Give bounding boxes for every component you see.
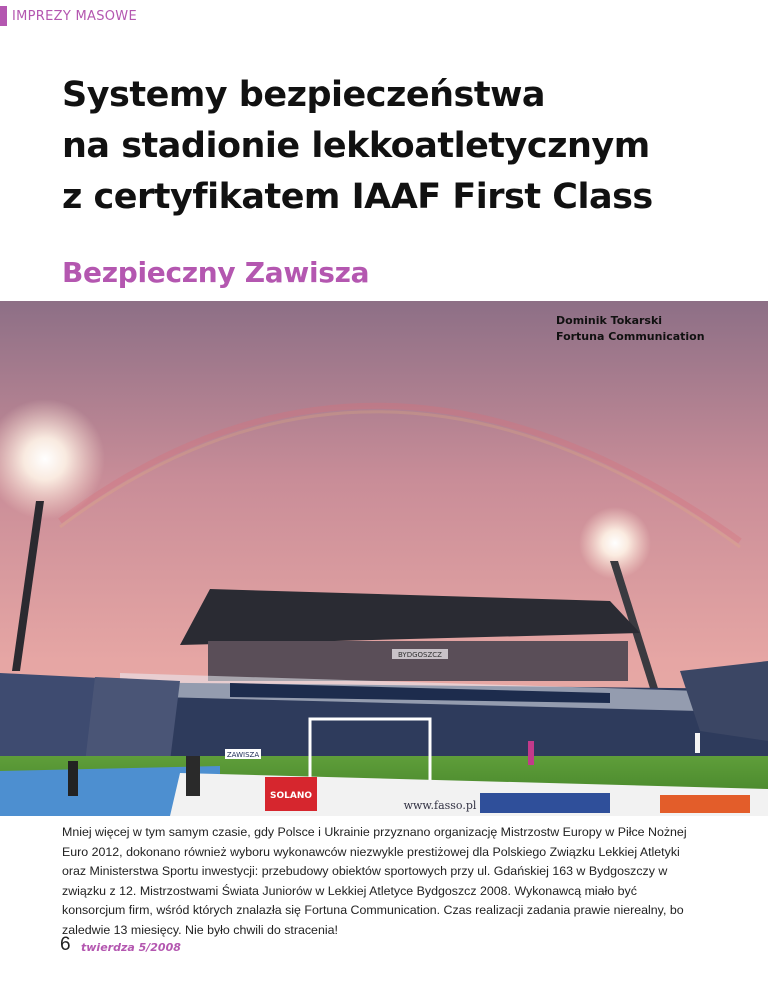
title-line: z certyfikatem IAAF First Class (62, 177, 653, 217)
author-company: Fortuna Communication (556, 330, 705, 343)
page-number: 6 (60, 934, 71, 955)
article-title (62, 70, 653, 223)
title-line: na stadionie lekkoatletycznym (62, 126, 650, 166)
section-label: IMPREZY MASOWE (12, 9, 137, 24)
section-color-bar (0, 6, 7, 26)
lead-paragraph: Mniej więcej w tym samym czasie, gdy Polsce i Ukrainie przyznano organizację Mistrzostw Europy w Piłce Nożnej Euro 2012, dokonano również wyboru wykonawców niezwykle prestiżowej dla Polskiego Związku Lekkiej Atletyki oraz Ministerstwa Sportu inwestycji: przebudowy obiektów sportowych przy ul. Gdańskiej 163 w Bydgoszczy w związku z 12. Mistrzostwami Świata Juniorów w Lekkiej Atletyce Bydgoszcz 2008. Wykonawcą miało być konsorcjum firm, wśród których znalazła się Fortuna Communication. Czas realizacji zadania prawie nierealny, bo zaledwie 13 miesięcy. Nie było chwili do stracenia! (62, 825, 687, 937)
magazine-issue: twierdza 5/2008 (81, 941, 181, 954)
author-credit (556, 313, 705, 345)
title-line: Systemy bezpieczeństwa (62, 75, 546, 115)
solano-banner-text: SOLANO (269, 791, 313, 801)
author-name: Dominik Tokarski (556, 314, 663, 327)
article-subtitle: Bezpieczny Zawisza (62, 256, 370, 289)
zawisza-banner-text: ZAWISZA (226, 751, 260, 759)
stadium-banner-text: BYDGOSZCZ (398, 651, 442, 659)
fasso-banner-text: www.fasso.pl (403, 799, 477, 812)
stadium-photo (0, 301, 768, 816)
